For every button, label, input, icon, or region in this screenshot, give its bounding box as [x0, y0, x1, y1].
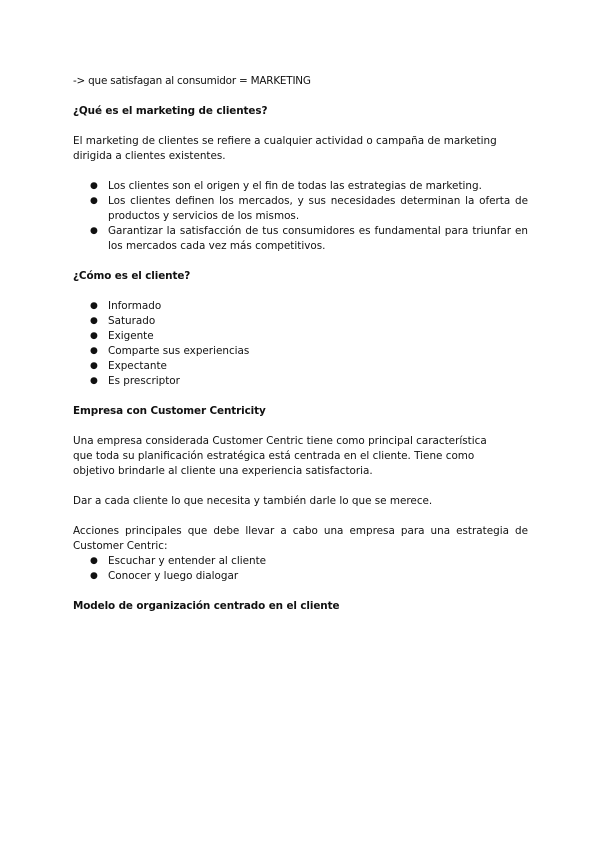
- cliente-traits-list: [73, 299, 528, 389]
- list-item: ● Es prescriptor: [90, 375, 180, 387]
- acciones-principales-paragraph: Acciones principales que debe llevar a cabo una empresa para una estrategia de Customer Centric:: [73, 525, 528, 552]
- dar-cada-cliente-paragraph: Dar a cada cliente lo que necesita y también darle lo que se merece.: [73, 495, 433, 507]
- heading-modelo-organizacion: Modelo de organización centrado en el cliente: [73, 600, 340, 612]
- heading-customer-centricity: Empresa con Customer Centricity: [73, 405, 266, 417]
- list-item: ● Comparte sus experiencias: [90, 345, 250, 357]
- bullet-icon: ●: [90, 571, 98, 581]
- bullet-icon: ●: [90, 301, 98, 311]
- list-item: ● Exigente: [90, 330, 154, 342]
- document-page: [73, 74, 528, 629]
- bullet-icon: ●: [90, 181, 98, 191]
- list-item: ● Los clientes definen los mercados, y sus necesidades determinan la oferta de productos y servicios de los mismos.: [90, 195, 528, 222]
- list-item: ● Expectante: [90, 360, 167, 372]
- heading-como-es-cliente: ¿Cómo es el cliente?: [73, 270, 191, 282]
- bullet-icon: ●: [90, 331, 98, 341]
- list-item: ● Garantizar la satisfacción de tus consumidores es fundamental para triunfar en los mercados cada vez más competitivos.: [90, 225, 528, 252]
- list-item: ● Saturado: [90, 315, 156, 327]
- bullet-icon: ●: [90, 226, 98, 236]
- customer-centric-paragraph: Una empresa considerada Customer Centric tiene como principal característica que toda su planificación estratégica está centrada en el cliente. Tiene como objetivo brindarle al cliente una experiencia satisfactoria.: [73, 435, 487, 477]
- marketing-clientes-list: [73, 179, 528, 254]
- heading-que-es-marketing-clientes: ¿Qué es el marketing de clientes?: [73, 105, 268, 117]
- bullet-icon: ●: [90, 361, 98, 371]
- bullet-icon: ●: [90, 196, 98, 206]
- bullet-icon: ●: [90, 346, 98, 356]
- bullet-icon: ●: [90, 316, 98, 326]
- list-item: ● Conocer y luego dialogar: [90, 570, 239, 582]
- marketing-clientes-intro: El marketing de clientes se refiere a cualquier actividad o campaña de marketing dirigida a clientes existentes.: [73, 135, 497, 162]
- acciones-list: [73, 554, 528, 584]
- list-item: ● Escuchar y entender al cliente: [90, 555, 267, 567]
- list-item: ● Los clientes son el origen y el fin de todas las estrategias de marketing.: [90, 180, 482, 192]
- marketing-definition-line: -> que satisfagan al consumidor = MARKETING: [73, 75, 311, 87]
- bullet-icon: ●: [90, 376, 98, 386]
- bullet-icon: ●: [90, 556, 98, 566]
- list-item: ● Informado: [90, 300, 162, 312]
